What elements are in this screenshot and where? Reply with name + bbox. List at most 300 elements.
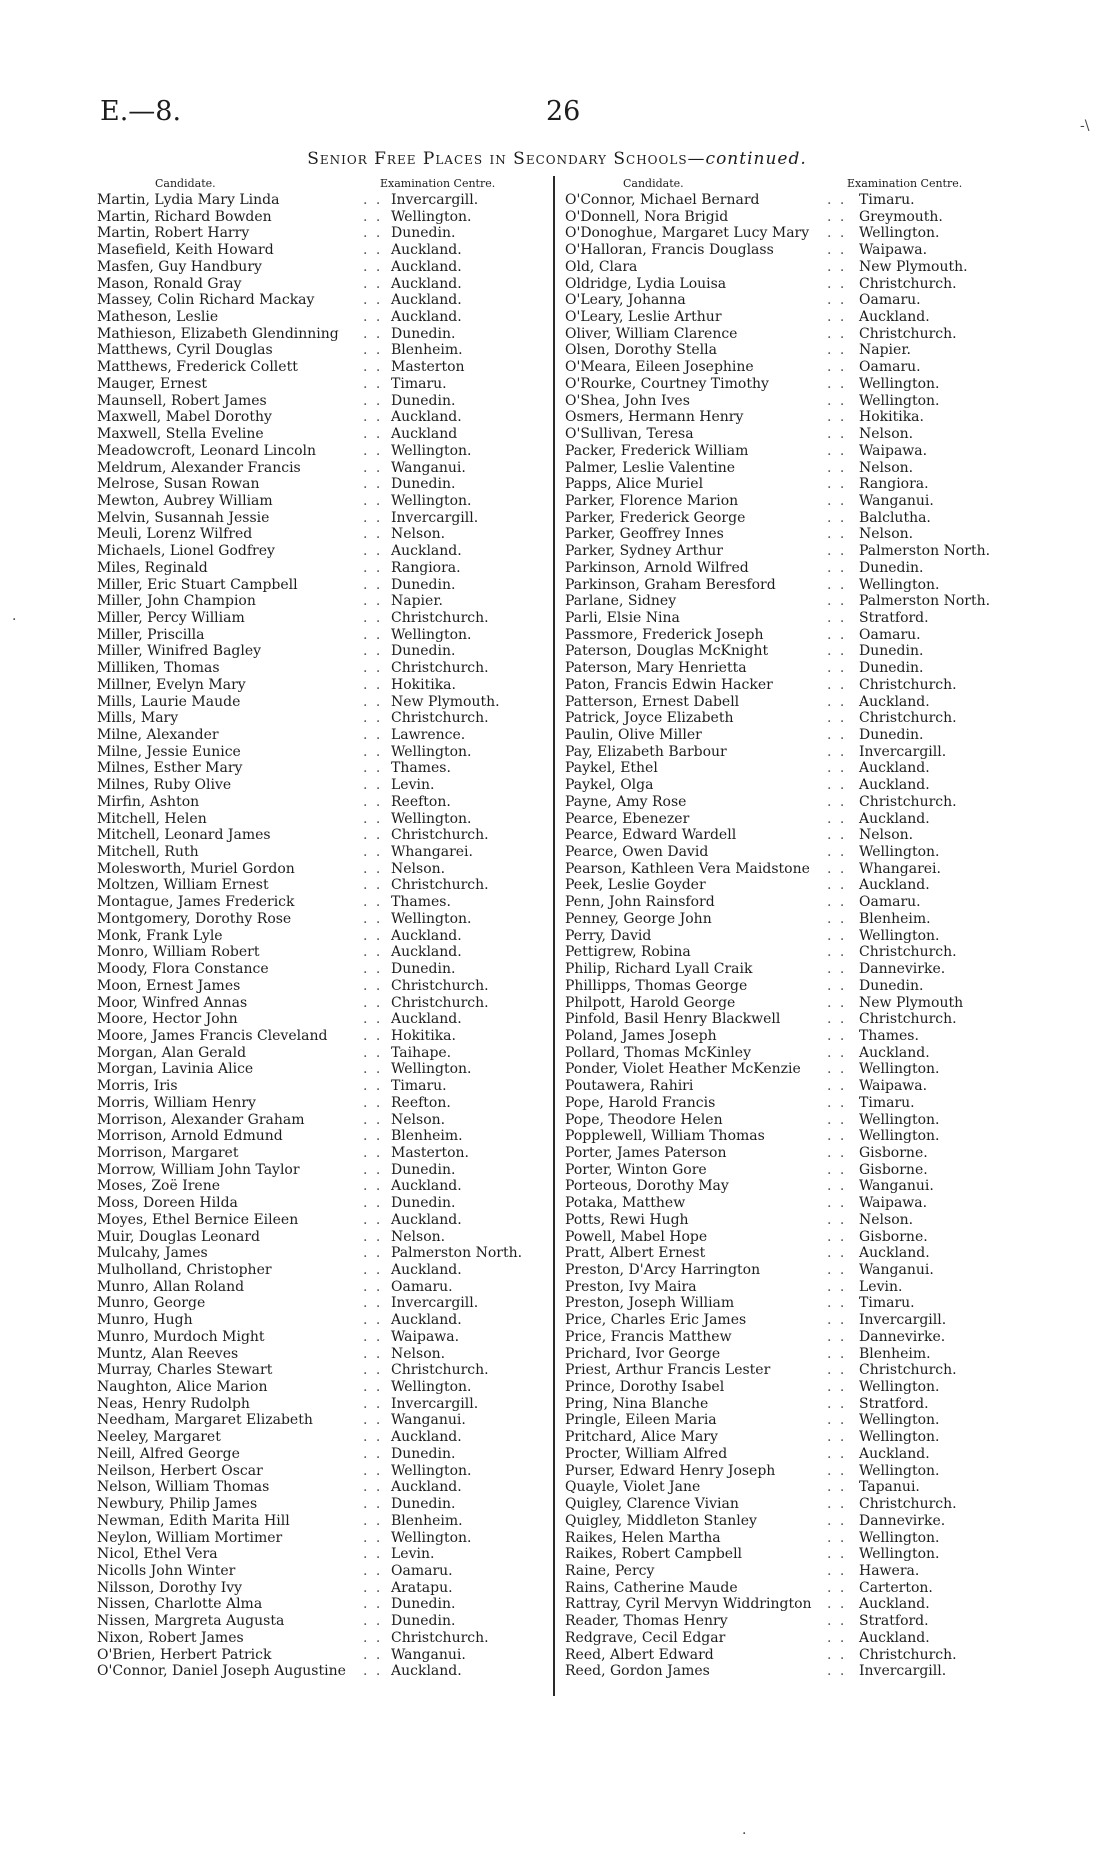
list-item [97,1596,542,1613]
candidate-name: O'Connor, Daniel Joseph Augustine [97,1663,346,1680]
page-title [0,149,1114,169]
leader-dots: . . [363,1061,383,1078]
candidate-name: Naughton, Alice Marion [97,1379,268,1396]
list-item [97,610,542,627]
list-item [97,225,542,242]
list-item [97,1128,542,1145]
list-item [565,1178,1010,1195]
examination-centre: Wellington. [859,225,940,242]
examination-centre: Dunedin. [391,1161,456,1178]
leader-dots: . . [827,676,847,693]
candidate-name: Parker, Geoffrey Innes [565,526,724,543]
examination-centre: Whangarei. [391,844,473,861]
examination-centre: Wellington. [859,1379,940,1396]
leader-dots: . . [827,760,847,777]
candidate-name: Raikes, Robert Campbell [565,1546,743,1563]
list-item [565,894,1010,911]
examination-centre: Wanganui. [391,1646,466,1663]
examination-centre: Wellington. [859,1128,940,1145]
leader-dots: . . [363,1345,383,1362]
leader-dots: . . [827,1295,847,1312]
leader-dots: . . [363,1429,383,1446]
leader-dots: . . [827,961,847,978]
leader-dots: . . [363,1512,383,1529]
candidate-name: Prince, Dorothy Isabel [565,1379,725,1396]
examination-centre: Stratford. [859,609,929,626]
leader-dots: . . [363,609,383,626]
list-item [97,1563,542,1580]
list-item [97,894,542,911]
examination-centre: Greymouth. [859,208,943,225]
examination-centre: Reefton. [391,793,451,810]
leader-dots: . . [827,1278,847,1295]
examination-centre: Waipawa. [859,242,928,259]
candidate-name: Price, Charles Eric James [565,1312,747,1329]
examination-centre: Auckland. [391,1663,462,1680]
margin-mark-bottom: · [742,1826,747,1842]
examination-centre: Thames. [859,1027,919,1044]
candidate-name: Quigley, Middleton Stanley [565,1512,757,1529]
leader-dots: . . [363,1128,383,1145]
examination-centre: Waipawa. [859,1078,928,1095]
list-item [97,1530,542,1547]
examination-centre: Waipawa. [391,1328,460,1345]
examination-centre: Levin. [391,1546,435,1563]
examination-centre: New Plymouth [859,994,964,1011]
candidate-name: Parker, Sydney Arthur [565,543,723,560]
leader-dots: . . [363,1529,383,1546]
candidate-name: Moltzen, William Ernest [97,877,269,894]
leader-dots: . . [363,1178,383,1195]
candidate-name: Matheson, Leslie [97,309,219,326]
list-item [565,1145,1010,1162]
candidate-name: Purser, Edward Henry Joseph [565,1462,776,1479]
examination-centre: Oamaru. [859,359,921,376]
leader-dots: . . [827,1362,847,1379]
candidate-name: Milnes, Ruby Olive [97,777,232,794]
leader-dots: . . [827,409,847,426]
leader-dots: . . [827,426,847,443]
candidate-name: Mulcahy, James [97,1245,208,1262]
leader-dots: . . [363,626,383,643]
candidate-name: Parkinson, Graham Beresford [565,576,776,593]
leader-dots: . . [827,626,847,643]
examination-centre: Auckland. [391,275,462,292]
right-column-header [565,175,1010,192]
examination-centre: Palmerston North. [391,1245,523,1262]
examination-centre: Dunedin. [391,392,456,409]
leader-dots: . . [363,944,383,961]
leader-dots: . . [827,1546,847,1563]
list-item [97,1312,542,1329]
list-item [565,1563,1010,1580]
examination-centre: Auckland. [859,309,930,326]
examination-centre: Rangiora. [859,476,929,493]
leader-dots: . . [827,258,847,275]
candidate-name: Meadowcroft, Leonard Lincoln [97,442,317,459]
leader-dots: . . [827,1027,847,1044]
leader-dots: . . [363,1496,383,1513]
list-item [97,777,542,794]
examination-centre: Nelson. [859,1211,914,1228]
list-item [565,1045,1010,1062]
list-item [565,844,1010,861]
candidate-name: Morris, William Henry [97,1094,256,1111]
leader-dots: . . [363,894,383,911]
list-item [565,1212,1010,1229]
list-item [97,627,542,644]
candidate-name: Papps, Alice Muriel [565,476,704,493]
candidate-name: Neeley, Margaret [97,1429,221,1446]
leader-dots: . . [363,593,383,610]
leader-dots: . . [827,576,847,593]
leader-dots: . . [827,1161,847,1178]
leader-dots: . . [827,1345,847,1362]
candidate-name: Masefield, Keith Howard [97,242,274,259]
candidate-name: O'Shea, John Ives [565,392,690,409]
leader-dots: . . [363,359,383,376]
candidate-name: Pay, Elizabeth Barbour [565,743,727,760]
examination-centre: Christchurch. [391,994,489,1011]
candidate-name: Mills, Laurie Maude [97,693,241,710]
leader-dots: . . [827,309,847,326]
leader-dots: . . [827,727,847,743]
examination-centre: Christchurch. [391,710,489,727]
list-item [97,1446,542,1463]
examination-centre: Auckland. [859,693,930,710]
examination-centre: Napier. [859,342,911,359]
candidate-name: Philip, Richard Lyall Craik [565,961,753,978]
leader-dots: . . [363,810,383,827]
examination-centre: Auckland. [391,543,462,560]
list-item [565,978,1010,995]
list-item [97,1195,542,1212]
leader-dots: . . [363,1663,383,1680]
candidate-name: Paulin, Olive Miller [565,727,702,743]
leader-dots: . . [827,710,847,727]
candidate-name: Paterson, Douglas McKnight [565,643,769,660]
leader-dots: . . [827,1094,847,1111]
candidate-name: Molesworth, Muriel Gordon [97,860,295,877]
examination-centre: Dannevirke. [859,1512,946,1529]
leader-dots: . . [827,476,847,493]
candidate-name: Monk, Frank Lyle [97,927,223,944]
leader-dots: . . [363,1195,383,1212]
leader-dots: . . [363,777,383,794]
list-item [97,476,542,493]
leader-dots: . . [363,910,383,927]
leader-dots: . . [363,225,383,242]
candidate-name: Munro, Hugh [97,1312,193,1329]
candidate-name: Moon, Ernest James [97,977,241,994]
list-item [565,1396,1010,1413]
leader-dots: . . [363,442,383,459]
candidate-name: Moore, Hector John [97,1011,238,1028]
list-item [97,911,542,928]
examination-centre: Auckland. [859,877,930,894]
leader-dots: . . [827,509,847,526]
examination-centre: Wanganui. [859,1262,934,1278]
examination-centre: Invercargill. [391,509,479,526]
examination-centre: Balclutha. [859,509,931,526]
list-item [97,727,542,744]
candidate-name: Porter, Winton Gore [565,1161,707,1178]
candidate-name: Miller, Eric Stuart Campbell [97,576,298,593]
candidate-name: Parker, Frederick George [565,509,746,526]
leader-dots: . . [827,442,847,459]
examination-centre: Christchurch. [391,1362,489,1379]
list-item [565,961,1010,978]
list-item [97,877,542,894]
list-item [565,677,1010,694]
leader-dots: . . [363,743,383,760]
examination-centre: Rangiora. [391,559,461,576]
leader-dots: . . [827,827,847,844]
list-item [97,1396,542,1413]
candidate-name: O'Connor, Michael Bernard [565,192,760,208]
leader-dots: . . [827,927,847,944]
examination-centre: Whangarei. [859,860,941,877]
list-item [565,1479,1010,1496]
candidate-name: Pettigrew, Robina [565,944,691,961]
candidate-name: Popplewell, William Thomas [565,1128,765,1145]
leader-dots: . . [827,1445,847,1462]
leader-dots: . . [827,459,847,476]
list-item [97,1663,542,1680]
candidate-name: Miles, Reginald [97,559,208,576]
candidate-name: Pearce, Edward Wardell [565,827,737,844]
examination-centre: Wellington. [391,626,472,643]
examination-centre: Levin. [859,1278,903,1295]
examination-centre: Auckland [391,426,458,443]
examination-centre: Auckland. [391,292,462,309]
examination-centre: Dunedin. [391,576,456,593]
leader-dots: . . [363,375,383,392]
candidate-name: Parker, Florence Marion [565,492,739,509]
examination-centre: Wellington. [859,1546,940,1563]
candidate-name: O'Meara, Eileen Josephine [565,359,754,376]
examination-centre: Invercargill. [859,1663,947,1680]
examination-centre: Waipawa. [859,1195,928,1212]
list-item [97,844,542,861]
leader-dots: . . [363,660,383,677]
candidate-name: Reed, Gordon James [565,1663,710,1680]
candidate-name: Mills, Mary [97,710,179,727]
list-item [565,460,1010,477]
examination-centre: Dannevirke. [859,1328,946,1345]
candidate-name: Meldrum, Alexander Francis [97,459,301,476]
leader-dots: . . [363,409,383,426]
candidate-name: Penn, John Rainsford [565,894,715,911]
leader-dots: . . [827,1629,847,1646]
candidate-name: Milliken, Thomas [97,660,220,677]
candidate-name: Mewton, Aubrey William [97,492,273,509]
candidate-name: Pope, Theodore Helen [565,1111,723,1128]
list-item [565,342,1010,359]
leader-dots: . . [363,509,383,526]
leader-dots: . . [827,1496,847,1513]
leader-dots: . . [827,977,847,994]
candidate-name: Pearce, Ebenezer [565,810,690,827]
list-item [565,1630,1010,1647]
candidate-name: Porter, James Paterson [565,1144,727,1161]
leader-dots: . . [363,927,383,944]
candidate-name: Maxwell, Mabel Dorothy [97,409,272,426]
leader-dots: . . [827,208,847,225]
leader-dots: . . [363,325,383,342]
examination-centre: Christchurch. [391,660,489,677]
examination-centre: Auckland. [391,242,462,259]
right-column [565,175,1010,1680]
list-item [565,1011,1010,1028]
examination-centre: Wanganui. [859,1178,934,1195]
list-item [97,292,542,309]
list-item [565,727,1010,744]
examination-centre: Masterton [391,359,465,376]
candidate-name: Mulholland, Christopher [97,1262,272,1278]
candidate-name: Old, Clara [565,258,638,275]
leader-dots: . . [827,492,847,509]
examination-centre: Palmerston North. [859,593,991,610]
leader-dots: . . [827,1462,847,1479]
candidate-name: Moss, Doreen Hilda [97,1195,238,1212]
candidate-name: Powell, Mabel Hope [565,1228,708,1245]
examination-centre: Dunedin. [391,476,456,493]
examination-centre: Christchurch. [859,1646,957,1663]
list-item [565,811,1010,828]
leader-dots: . . [827,1529,847,1546]
leader-dots: . . [363,1395,383,1412]
list-item [565,493,1010,510]
examination-centre: Dunedin. [859,559,924,576]
candidate-name: Raine, Percy [565,1562,655,1579]
leader-dots: . . [363,1295,383,1312]
list-item [97,526,542,543]
candidate-name: Penney, George John [565,910,712,927]
list-item [565,710,1010,727]
leader-dots: . . [363,793,383,810]
leader-dots: . . [827,392,847,409]
candidate-name: Miller, John Champion [97,593,256,610]
candidate-name: Martin, Lydia Mary Linda [97,192,280,208]
candidate-name: Raikes, Helen Martha [565,1529,721,1546]
candidate-name: Pratt, Albert Ernest [565,1245,706,1262]
leader-dots: . . [363,1596,383,1613]
list-item [565,1530,1010,1547]
candidate-name: Mauger, Ernest [97,375,208,392]
leader-dots: . . [827,225,847,242]
examination-centre: Hokitika. [391,1027,456,1044]
list-item [565,1647,1010,1664]
candidate-name: Milne, Jessie Eunice [97,743,241,760]
examination-centre: Christchurch. [859,275,957,292]
candidate-name: Morrison, Arnold Edmund [97,1128,283,1145]
leader-dots: . . [827,793,847,810]
leader-dots: . . [827,242,847,259]
examination-centre: Auckland. [391,1479,462,1496]
examination-centre: Nelson. [859,526,914,543]
list-item [565,543,1010,560]
leader-dots: . . [827,1613,847,1630]
candidate-name: Perry, David [565,927,652,944]
examination-centre: Hokitika. [391,676,456,693]
list-item [97,309,542,326]
list-item [565,242,1010,259]
leader-dots: . . [363,1078,383,1095]
examination-centre: Auckland. [391,1211,462,1228]
examination-centre: Dunedin. [859,727,924,743]
list-item [565,326,1010,343]
list-item [565,944,1010,961]
list-item [565,1513,1010,1530]
examination-centre: Wellington. [391,1379,472,1396]
list-item [565,443,1010,460]
candidate-name: Paton, Francis Edwin Hacker [565,676,773,693]
leader-dots: . . [827,693,847,710]
candidate-name: Maunsell, Robert James [97,392,267,409]
leader-dots: . . [363,961,383,978]
left-rows [97,192,542,1680]
examination-centre: Dunedin. [391,1613,456,1630]
list-item [565,861,1010,878]
examination-centre: Thames. [391,894,451,911]
leader-dots: . . [827,1579,847,1596]
examination-centre: Wellington. [391,492,472,509]
examination-centre: Lawrence. [391,727,466,743]
candidate-name: Porteous, Dorothy May [565,1178,729,1195]
list-item [565,409,1010,426]
list-item [97,1045,542,1062]
left-column [97,175,542,1680]
leader-dots: . . [827,810,847,827]
examination-centre: Palmerston North. [859,543,991,560]
candidate-name: Paykel, Ethel [565,760,658,777]
leader-dots: . . [363,1228,383,1245]
leader-dots: . . [827,910,847,927]
candidate-name: O'Sullivan, Teresa [565,426,694,443]
examination-centre: Auckland. [391,1178,462,1195]
list-item [97,928,542,945]
candidate-name: Mitchell, Helen [97,810,207,827]
list-item [565,1362,1010,1379]
leader-dots: . . [363,710,383,727]
leader-dots: . . [827,660,847,677]
examination-centre: Wellington. [859,844,940,861]
leader-dots: . . [363,1412,383,1429]
examination-centre: Oamaru. [859,626,921,643]
examination-centre: Wellington. [859,1412,940,1429]
candidate-name: Mitchell, Ruth [97,844,199,861]
examination-centre: Dannevirke. [859,961,946,978]
leader-dots: . . [827,275,847,292]
examination-centre: Christchurch. [391,827,489,844]
list-item [97,1379,542,1396]
leader-dots: . . [827,1178,847,1195]
examination-centre: Auckland. [391,1011,462,1028]
list-item [565,359,1010,376]
candidate-name: Prichard, Ivor George [565,1345,721,1362]
list-item [97,259,542,276]
candidate-name: Price, Francis Matthew [565,1328,732,1345]
list-item [565,1095,1010,1112]
leader-dots: . . [363,1278,383,1295]
list-item [565,476,1010,493]
leader-dots: . . [363,1211,383,1228]
examination-centre: New Plymouth. [391,693,500,710]
examination-centre: Oamaru. [391,1278,453,1295]
list-item [565,560,1010,577]
examination-centre: Hokitika. [859,409,924,426]
